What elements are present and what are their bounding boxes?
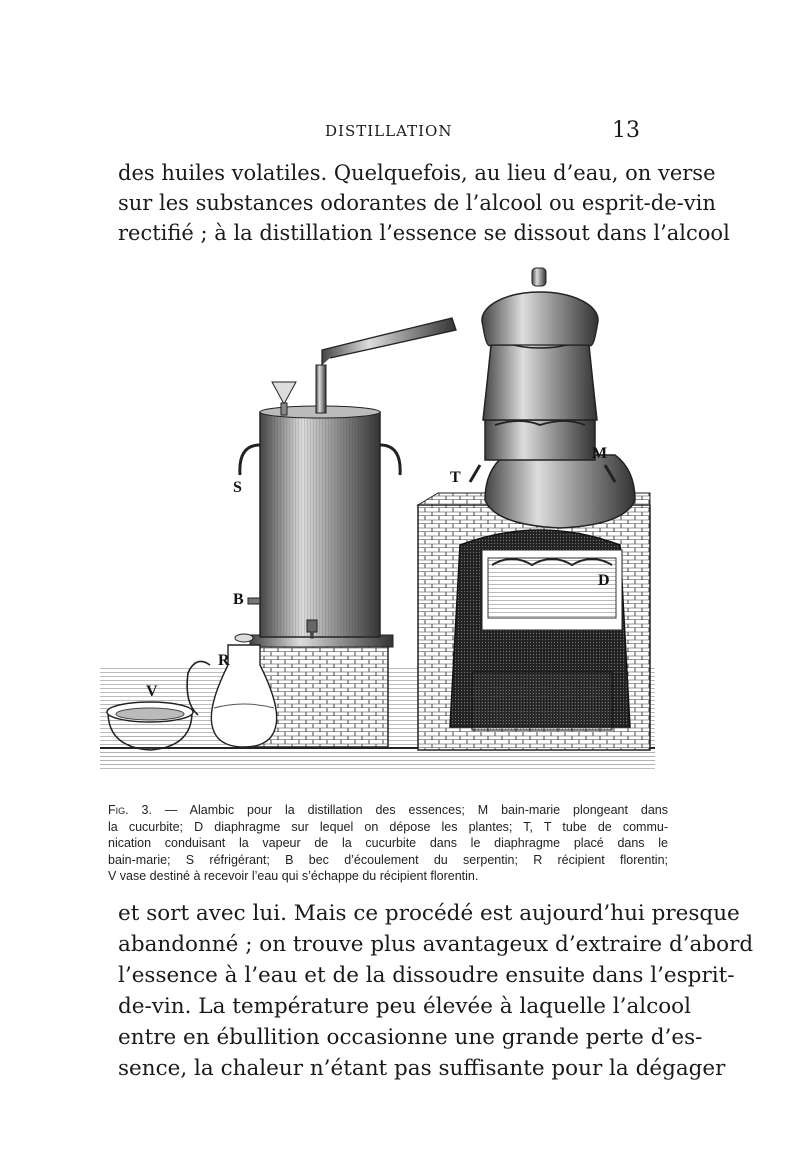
paragraph-line: de-vin. La température peu élevée à laquelle l’alcool xyxy=(118,994,691,1019)
alembic-illustration xyxy=(100,260,655,795)
caption-line: V vase destiné à recevoir l’eau qui s’échappe du récipient florentin. xyxy=(108,869,479,883)
caption-line: nication conduisant la vapeur de la cucurbite dans le diaphragme placé dans le xyxy=(108,836,668,850)
label-R: R xyxy=(218,652,230,669)
still-body xyxy=(470,268,635,630)
label-D: D xyxy=(598,572,610,589)
caption-line: Fig. 3. — Alambic pour la distillation des essences; M bain-marie plongeant dans xyxy=(108,803,668,817)
caption-line: bain-marie; S réfrigérant; B bec d’écoulement du serpentin; R récipient florentin; xyxy=(108,852,668,867)
paragraph-line: rectifié ; à la distillation l’essence se dissout dans l’alcool xyxy=(118,221,730,245)
figure-label: Fig. 3. xyxy=(108,803,152,817)
label-M: M xyxy=(592,445,608,462)
paragraph-line: sur les substances odorantes de l’alcool ou esprit-de-vin xyxy=(118,191,716,215)
running-title: DISTILLATION xyxy=(325,122,453,140)
paragraph-line: abandonné ; on trouve plus avantageux d’extraire d’abord xyxy=(118,932,754,957)
paragraph-line: entre en ébullition occasionne une grande perte d’es- xyxy=(118,1025,703,1050)
paragraph-top xyxy=(118,158,730,248)
page-number: 13 xyxy=(612,118,640,143)
label-B: B xyxy=(233,591,244,608)
paragraph-line: l’essence à l’eau et de la dissoudre ensuite dans l’esprit- xyxy=(118,963,735,988)
paragraph-line: sence, la chaleur n’étant pas suffisante pour la dégager xyxy=(118,1056,726,1081)
page-header xyxy=(110,118,640,148)
label-V: V xyxy=(146,683,158,700)
caption-line: la cucurbite; D diaphragme sur lequel on dépose les plantes; T, T tube de commu- xyxy=(108,819,668,834)
paragraph-bottom xyxy=(118,898,754,1084)
label-T: T xyxy=(450,469,461,486)
figure-caption xyxy=(108,802,668,885)
label-S: S xyxy=(233,479,242,496)
paragraph-line: et sort avec lui. Mais ce procédé est aujourd’hui presque xyxy=(118,901,740,926)
paragraph-line: des huiles volatiles. Quelquefois, au lieu d’eau, on verse xyxy=(118,161,716,185)
vapor-pipe xyxy=(322,318,456,365)
